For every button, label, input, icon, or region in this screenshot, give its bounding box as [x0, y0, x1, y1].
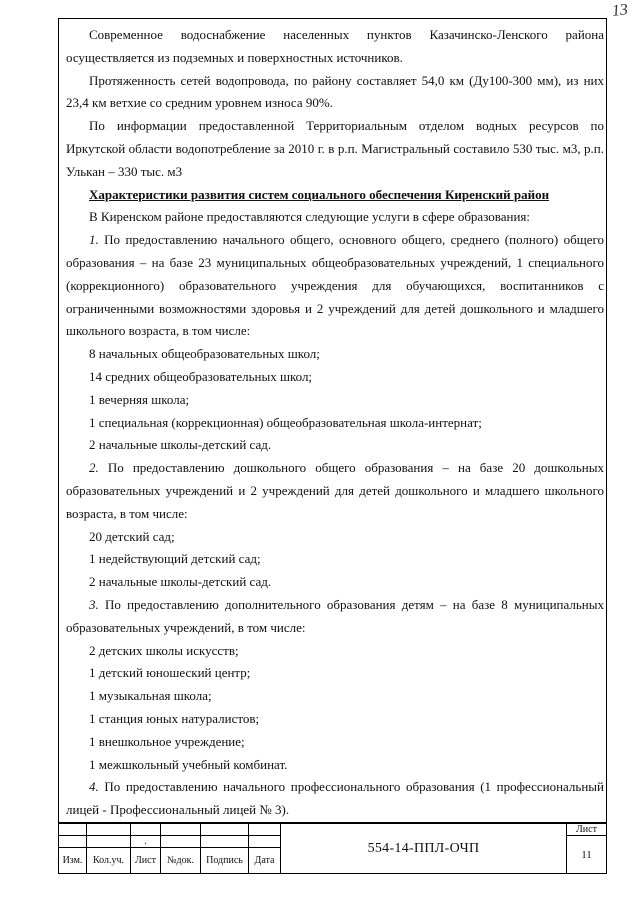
document-code: 554-14-ППЛ-ОЧП — [281, 824, 567, 874]
section-number: 3. — [89, 596, 99, 612]
column-header-doc-number: №док. — [161, 848, 201, 874]
stamp-cell — [59, 824, 87, 836]
list-item: 14 средних общеобразовательных школ; — [89, 368, 313, 384]
paragraph-water-consumption: По информации предоставленной Территориальным отделом водных ресурсов по Иркутской области водопотребление за 2010 г. в р.п. Магистральный составило 530 тыс. м3, р.п. Улькан – 330 тыс. м3 — [66, 118, 604, 179]
stamp-cell — [201, 836, 249, 848]
list-item: 1 станция юных натуралистов; — [89, 710, 260, 726]
document-body — [66, 24, 604, 822]
stamp-cell — [249, 824, 281, 836]
section-text: По предоставлению дошкольного общего образования – на базе 20 дошкольных образовательных учреждений и 2 учреждений для детей дошкольного и младшего школьного возраста, в том числе: — [66, 460, 604, 521]
column-header-sheet: Лист — [131, 848, 161, 874]
list-item: 1 внешкольное учреждение; — [89, 733, 245, 749]
list-item: 1 детский юношеский центр; — [89, 665, 251, 681]
list-item: 2 начальные школы-детский сад. — [89, 437, 272, 453]
sheet-label: Лист — [567, 824, 607, 836]
section-2-paragraph — [66, 457, 604, 525]
list-item: 1 специальная (коррекционная) общеобразовательная школа-интернат; — [89, 414, 482, 430]
stamp-cell — [87, 824, 131, 836]
stamp-mark: . — [131, 836, 161, 848]
stamp-cell — [161, 836, 201, 848]
column-header-revision: Изм. — [59, 848, 87, 874]
list-item: 1 недействующий детский сад; — [89, 551, 261, 567]
section-heading: Характеристики развития систем социального обеспечения Киренский район — [89, 186, 550, 202]
column-header-date: Дата — [249, 848, 281, 874]
paragraph-network-length: Протяженность сетей водопровода, по району составляет 54,0 км (Ду100-300 мм), из них 23,4 км ветхие со средним уровнем износа 90%. — [66, 72, 604, 111]
section-text: По предоставлению начального профессионального образования (1 профессиональный лицей - Профессиональный лицей № 3). — [66, 779, 604, 818]
section-4-paragraph — [66, 776, 604, 822]
stamp-cell — [201, 824, 249, 836]
section-text: По предоставлению начального общего, основного общего, среднего (полного) общего образования – на базе 23 муниципальных общеобразовательных учреждений, 1 специального (коррекционного) образовательного учреждения для обучающихся, воспитанников с ограниченными возможностями здоровья и 2 учреждений для детей дошкольного и младшего школьного возраста, в том числе: — [66, 232, 604, 339]
list-item: 2 детских школы искусств; — [89, 642, 239, 658]
list-item: 1 музыкальная школа; — [89, 688, 212, 704]
handwritten-page-number: 13 — [611, 1, 629, 20]
title-block-table — [58, 823, 607, 874]
sheet-number: 11 — [567, 836, 607, 874]
section-number: 4. — [89, 779, 99, 795]
stamp-cell — [59, 836, 87, 848]
section-3-paragraph — [66, 594, 604, 640]
section-1-paragraph — [66, 229, 604, 343]
section-text: По предоставлению дополнительного образования детям – на базе 8 муниципальных образовательных учреждений, в том числе: — [66, 596, 604, 635]
list-item: 1 межшкольный учебный комбинат. — [89, 756, 288, 772]
title-block — [58, 822, 607, 874]
stamp-cell — [87, 836, 131, 848]
section-number: 2. — [89, 460, 99, 476]
list-item: 20 детский сад; — [89, 528, 175, 544]
paragraph-water-supply: Современное водоснабжение населенных пунктов Казачинско-Ленского района осуществляется из подземных и поверхностных источников. — [66, 27, 604, 65]
list-item: 2 начальные школы-детский сад. — [89, 574, 272, 590]
column-header-signature: Подпись — [201, 848, 249, 874]
stamp-cell — [131, 824, 161, 836]
stamp-cell — [161, 824, 201, 836]
list-item: 1 вечерняя школа; — [89, 391, 190, 407]
section-number: 1. — [89, 232, 99, 248]
column-header-quantity: Кол.уч. — [87, 848, 131, 874]
intro-paragraph: В Киренском районе предоставляются следующие услуги в сфере образования: — [89, 209, 531, 225]
list-item: 8 начальных общеобразовательных школ; — [89, 346, 320, 362]
stamp-cell — [249, 836, 281, 848]
